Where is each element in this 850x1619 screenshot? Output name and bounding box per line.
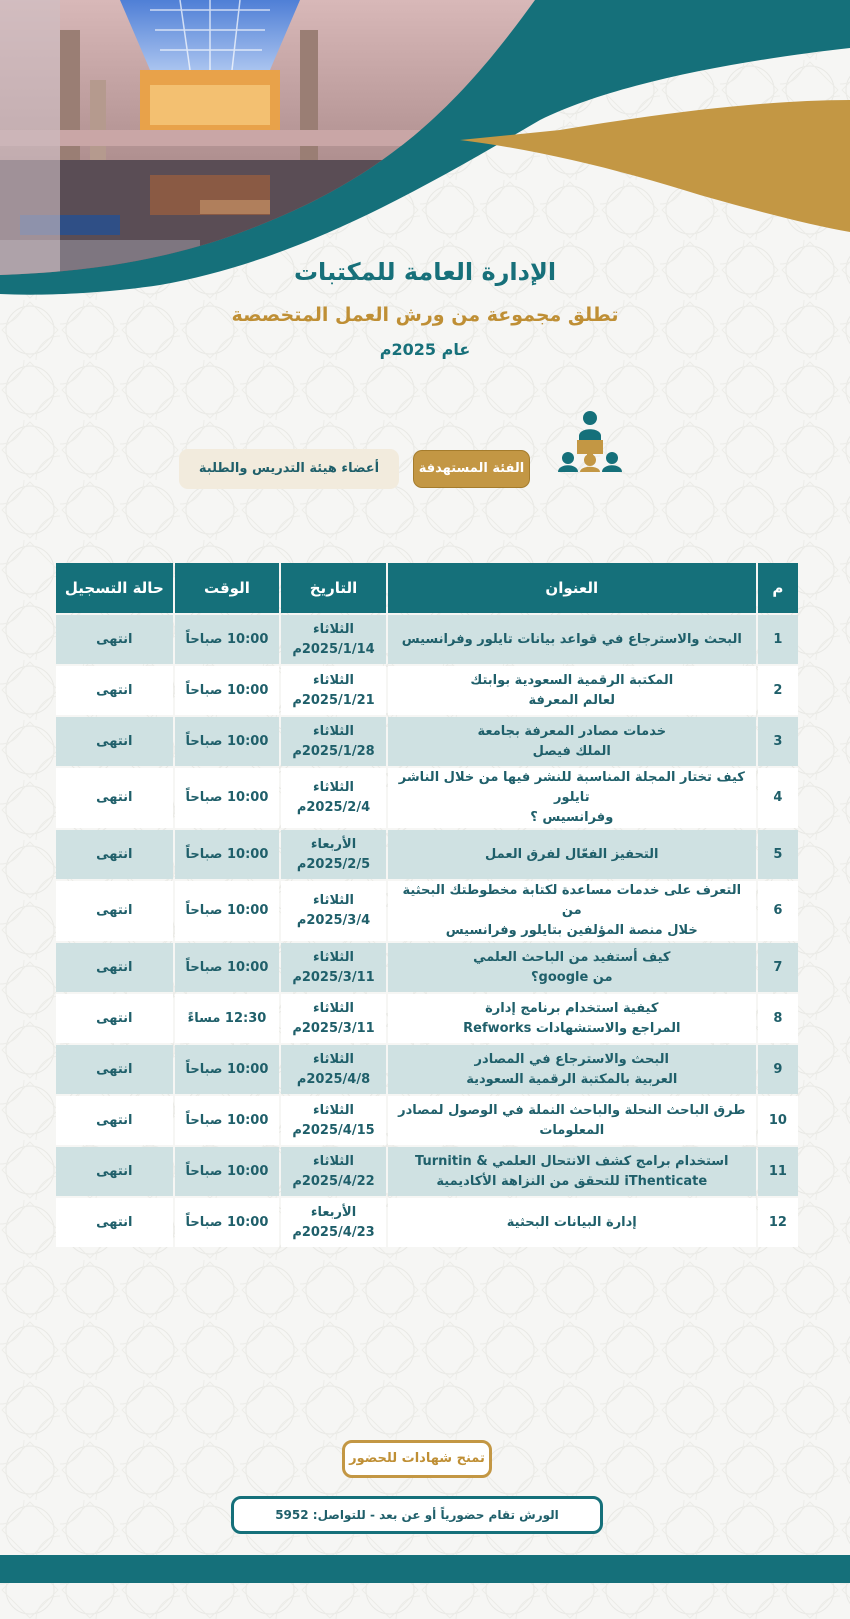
year-label: عام 2025م <box>379 340 471 359</box>
row-title-line: المكتبة الرقمية السعودية بوابتك <box>470 672 674 688</box>
row-title <box>388 943 756 992</box>
target-audience <box>0 408 850 498</box>
row-date <box>281 1198 386 1247</box>
row-title <box>388 717 756 766</box>
row-title-line: العربية بالمكتبة الرقمية السعودية <box>466 1071 678 1087</box>
row-status: انتهى <box>56 830 173 879</box>
row-day: الثلاثاء <box>313 949 354 965</box>
row-status: انتهى <box>56 615 173 664</box>
row-time: 10:00 صباحاً <box>175 1045 280 1094</box>
row-title-line: خدمات مصادر المعرفة بجامعة <box>477 723 667 739</box>
row-number: 5 <box>758 830 798 879</box>
row-date <box>281 830 386 879</box>
row-title <box>388 615 756 664</box>
row-date-value: 2025/1/28م <box>292 743 375 759</box>
row-title-line: من google؟ <box>530 969 613 985</box>
table-row <box>56 881 798 941</box>
row-date-value: 2025/4/23م <box>292 1224 375 1240</box>
row-title <box>388 768 756 828</box>
header-status: حالة التسجيل <box>56 563 173 613</box>
table-row <box>56 717 798 766</box>
row-date <box>281 768 386 828</box>
row-day: الثلاثاء <box>313 1051 354 1067</box>
row-day: الأربعاء <box>310 836 357 852</box>
table-row <box>56 768 798 828</box>
row-title-line: الملك فيصل <box>532 743 611 759</box>
row-title <box>388 1198 756 1247</box>
table-row <box>56 994 798 1043</box>
row-title-line: المعلومات <box>539 1122 605 1138</box>
row-status: انتهى <box>56 666 173 715</box>
row-date-value: 2025/4/15م <box>292 1122 375 1138</box>
row-title-line: لعالم المعرفة <box>528 692 616 708</box>
row-time: 10:00 صباحاً <box>175 830 280 879</box>
row-date-value: 2025/1/21م <box>292 692 375 708</box>
row-date <box>281 1147 386 1196</box>
row-day: الثلاثاء <box>313 1000 354 1016</box>
row-title-line: البحث والاسترجاع في قواعد بيانات تايلور وفرانسيس <box>401 631 742 647</box>
row-number: 7 <box>758 943 798 992</box>
row-title-line: استخدام برامج كشف الانتحال العلمي & Turnitin <box>415 1153 729 1169</box>
row-status: انتهى <box>56 1045 173 1094</box>
row-time: 10:00 صباحاً <box>175 1147 280 1196</box>
row-date <box>281 1045 386 1094</box>
row-title-line: المراجع والاستشهادات Refworks <box>463 1020 681 1036</box>
row-date <box>281 994 386 1043</box>
row-time: 10:00 صباحاً <box>175 943 280 992</box>
row-date <box>281 881 386 941</box>
table-row <box>56 1096 798 1145</box>
table-row <box>56 666 798 715</box>
row-title-line: التحفيز الفعّال لفرق العمل <box>485 846 659 862</box>
row-status: انتهى <box>56 768 173 828</box>
row-title <box>388 830 756 879</box>
row-title <box>388 881 756 941</box>
row-number: 3 <box>758 717 798 766</box>
table-row <box>56 943 798 992</box>
table-row <box>56 1045 798 1094</box>
row-title <box>388 1147 756 1196</box>
row-date <box>281 943 386 992</box>
row-title-line: طرق الباحث النحلة والباحث النملة في الوصول لمصادر <box>398 1102 746 1118</box>
row-day: الثلاثاء <box>313 893 354 908</box>
row-date <box>281 1096 386 1145</box>
table-header-row <box>56 563 798 613</box>
row-number: 9 <box>758 1045 798 1094</box>
row-title <box>388 666 756 715</box>
row-number: 1 <box>758 615 798 664</box>
header-time: الوقت <box>175 563 280 613</box>
row-title-line: وفرانسيس ؟ <box>530 810 614 825</box>
row-time: 10:00 صباحاً <box>175 881 280 941</box>
row-date <box>281 615 386 664</box>
row-day: الثلاثاء <box>313 1153 354 1169</box>
row-title <box>388 994 756 1043</box>
header-date: التاريخ <box>281 563 386 613</box>
row-day: الثلاثاء <box>313 621 354 637</box>
row-number: 2 <box>758 666 798 715</box>
row-date-value: 2025/4/22م <box>292 1173 375 1189</box>
row-number: 6 <box>758 881 798 941</box>
row-status: انتهى <box>56 994 173 1043</box>
row-status: انتهى <box>56 881 173 941</box>
audience-label: الفئة المستهدفة <box>413 450 530 488</box>
row-date-value: 2025/3/4م <box>296 913 371 928</box>
table-row <box>56 615 798 664</box>
certificate-badge: تمنح شهادات للحضور <box>342 1440 492 1478</box>
audience-icon <box>556 408 622 488</box>
contact-note: الورش تقام حضورياً أو عن بعد - للتواصل: 5952 <box>231 1496 603 1534</box>
footer-bar <box>0 1555 850 1583</box>
row-time: 10:00 صباحاً <box>175 1096 280 1145</box>
row-date-value: 2025/1/14م <box>292 641 375 657</box>
row-day: الثلاثاء <box>313 672 354 688</box>
row-title-line: كيف أستفيد من الباحث العلمي <box>473 949 671 965</box>
row-number: 10 <box>758 1096 798 1145</box>
header-artwork <box>0 0 850 300</box>
row-number: 11 <box>758 1147 798 1196</box>
row-title <box>388 1096 756 1145</box>
table-row <box>56 830 798 879</box>
row-status: انتهى <box>56 943 173 992</box>
row-day: الثلاثاء <box>313 780 354 795</box>
row-title-line: إدارة البيانات البحثية <box>506 1214 637 1230</box>
row-date-value: 2025/3/11م <box>292 969 375 985</box>
row-date-value: 2025/3/11م <box>292 1020 375 1036</box>
row-day: الثلاثاء <box>313 723 354 739</box>
row-title-line: البحث والاسترجاع في المصادر <box>474 1051 669 1067</box>
row-title-line: كيفية استخدام برنامج إدارة <box>485 1000 659 1016</box>
row-date-value: 2025/2/4م <box>296 800 371 815</box>
page-subtitle: تطلق مجموعة من ورش العمل المتخصصة <box>231 304 619 326</box>
row-title-line: خلال منصة المؤلفين بتايلور وفرانسيس <box>445 923 698 938</box>
row-status: انتهى <box>56 1147 173 1196</box>
row-title-line: التعرف على خدمات مساعدة لكتابة مخطوطتك البحثية من <box>402 883 742 918</box>
row-time: 10:00 صباحاً <box>175 768 280 828</box>
row-time: 10:00 صباحاً <box>175 615 280 664</box>
row-title <box>388 1045 756 1094</box>
row-date <box>281 717 386 766</box>
row-date <box>281 666 386 715</box>
row-time: 12:30 مساءً <box>175 994 280 1043</box>
row-number: 8 <box>758 994 798 1043</box>
row-title-line: كيف تختار المجلة المناسبة للنشر فيها من خلال الناشر تايلور <box>398 770 745 805</box>
page-title: الإدارة العامة للمكتبات <box>293 258 557 286</box>
row-date-value: 2025/4/8م <box>296 1071 371 1087</box>
row-time: 10:00 صباحاً <box>175 666 280 715</box>
table-row <box>56 1147 798 1196</box>
header-title: العنوان <box>388 563 756 613</box>
row-status: انتهى <box>56 717 173 766</box>
row-day: الأربعاء <box>310 1204 357 1220</box>
row-title-line: iThenticate للتحقق من النزاهة الأكاديمية <box>436 1173 708 1189</box>
row-date-value: 2025/2/5م <box>296 856 371 872</box>
row-time: 10:00 صباحاً <box>175 717 280 766</box>
header-num: م <box>758 563 798 613</box>
row-day: الثلاثاء <box>313 1102 354 1118</box>
row-time: 10:00 صباحاً <box>175 1198 280 1247</box>
audience-value: أعضاء هيئة التدريس والطلبة <box>179 449 399 489</box>
row-number: 4 <box>758 768 798 828</box>
row-number: 12 <box>758 1198 798 1247</box>
table-row <box>56 1198 798 1247</box>
row-status: انتهى <box>56 1096 173 1145</box>
row-status: انتهى <box>56 1198 173 1247</box>
workshops-table <box>54 561 800 1249</box>
